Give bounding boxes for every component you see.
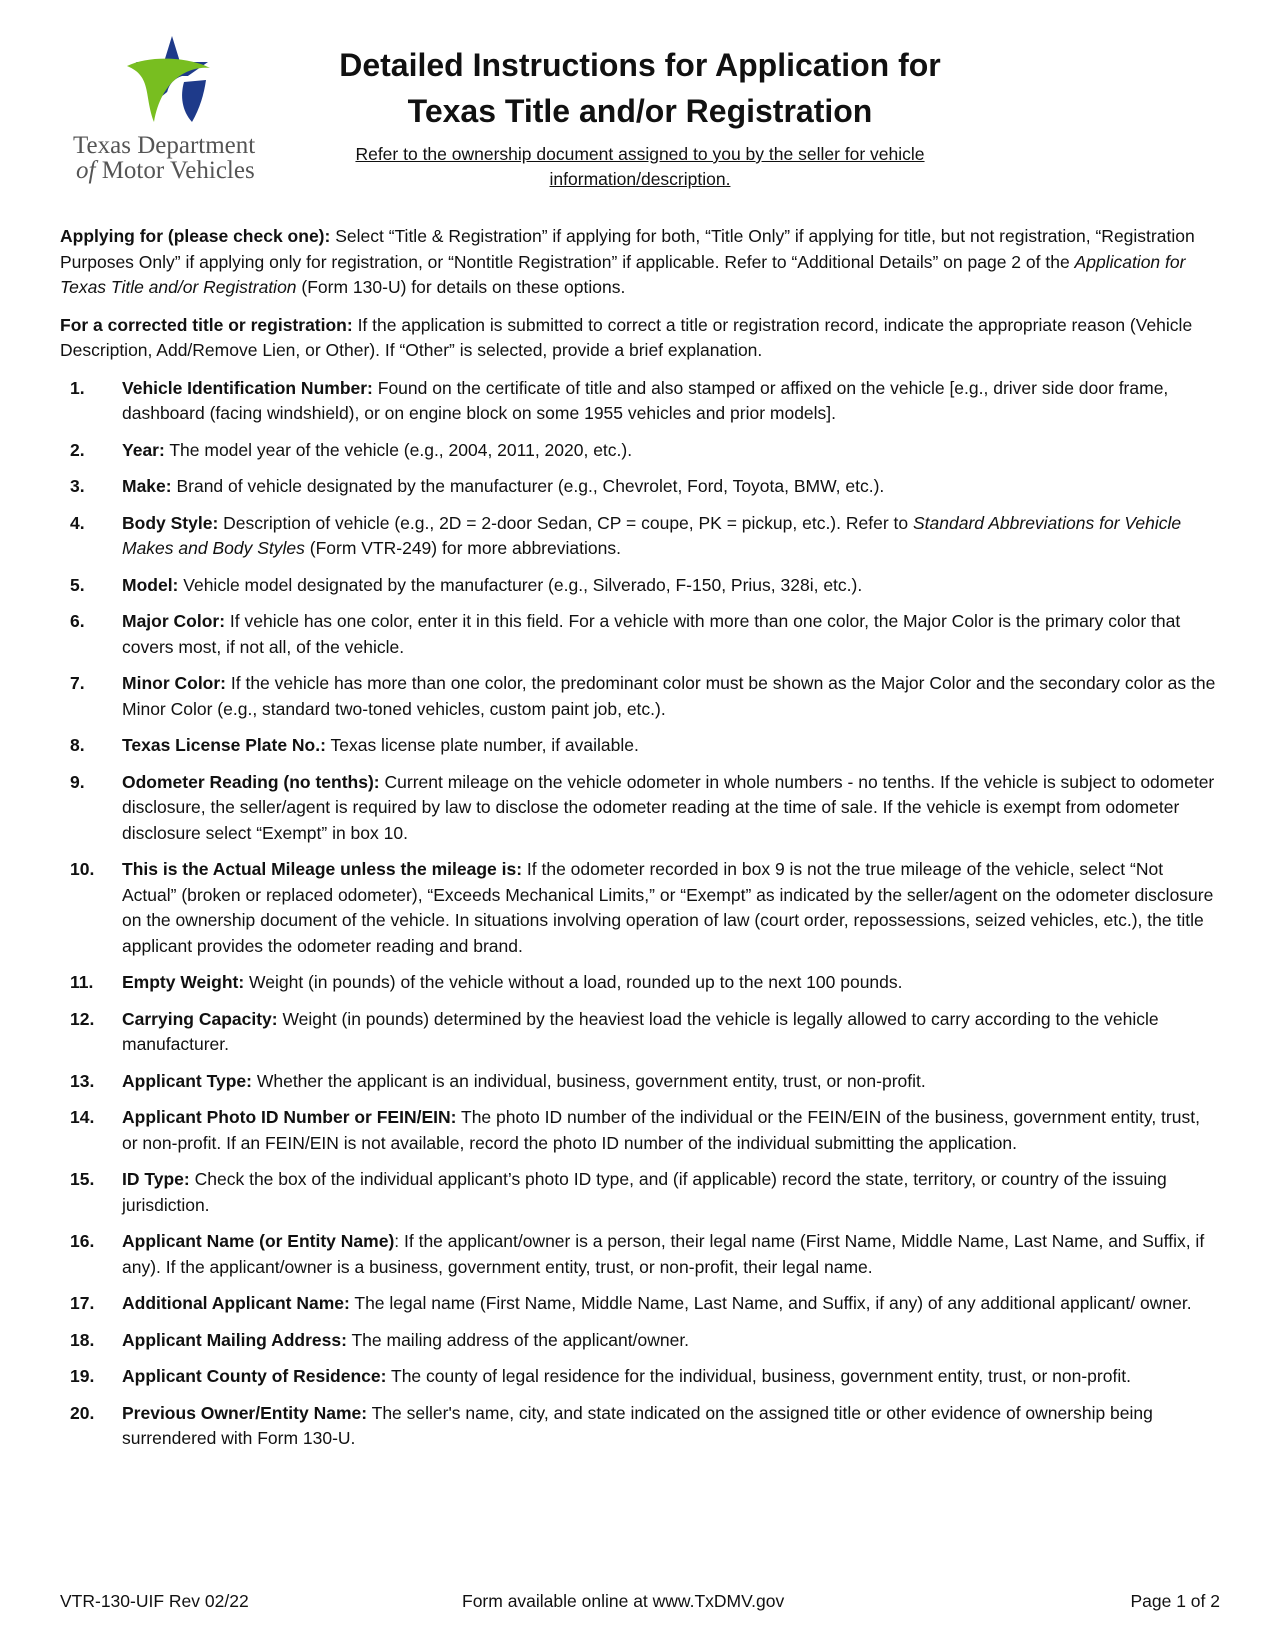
item-body: [122, 1401, 1220, 1452]
corrected-title-label: For a corrected title or registration:: [60, 314, 353, 335]
item-body: [122, 474, 1220, 500]
item-italic-ref: Standard Abbreviations for Vehicle Makes and Body Styles: [122, 512, 1182, 558]
item-text: The model year of the vehicle (e.g., 2004, 2011, 2020, etc.).: [164, 439, 633, 460]
item-body: [122, 857, 1220, 959]
item-body: [122, 438, 1220, 464]
item-body: [122, 770, 1220, 847]
item-number: 11.: [70, 972, 94, 992]
item-body: [122, 1167, 1220, 1218]
item-label: This is the Actual Mileage unless the mileage is:: [122, 859, 523, 879]
item-number: 13.: [70, 1070, 95, 1091]
list-item: [60, 671, 1220, 722]
item-number: 19.: [70, 1366, 95, 1386]
item-number: 16.: [70, 1231, 95, 1251]
list-item: [60, 1401, 1220, 1452]
item-label: Applicant Mailing Address:: [122, 1329, 347, 1350]
item-number: 20.: [70, 1402, 95, 1423]
applying-for-label: Applying for (please check one):: [60, 226, 331, 246]
list-item: [60, 573, 1220, 599]
item-text: Found on the certificate of title and also stamped or affixed on the vehicle [e.g., driver side door frame, dashboard (facing windshield), or on engine block on some 1955 vehicles and prior models].: [122, 377, 1169, 423]
list-item: [60, 376, 1220, 427]
page-title-line1: Detailed Instructions for Application for: [339, 47, 941, 83]
item-body: [122, 1291, 1220, 1317]
item-text-after: (Form VTR-249) for more abbreviations.: [304, 538, 621, 558]
txdmv-star-icon: [122, 36, 222, 131]
list-item: [60, 1229, 1220, 1280]
item-label: Empty Weight:: [122, 972, 245, 992]
list-item: [60, 1069, 1220, 1095]
list-item: [60, 474, 1220, 500]
item-label: Applicant Photo ID Number or FEIN/EIN:: [122, 1107, 457, 1127]
txdmv-logo: [70, 36, 280, 186]
item-body: [122, 970, 1220, 996]
item-text: Vehicle model designated by the manufacturer (e.g., Silverado, F-150, Prius, 328i, etc.).: [178, 574, 863, 595]
list-item: [60, 1328, 1220, 1354]
list-item: [60, 970, 1220, 996]
item-label: Odometer Reading (no tenths):: [122, 771, 380, 792]
item-body: [122, 1229, 1220, 1280]
item-text: If the odometer recorded in box 9 is not the true mileage of the vehicle, select “Not Actual” (broken or replaced odometer), “Exceeds Mechanical Limits,” or “Exempt” as indicated by the seller/agent on the odometer disclosure on the ownership document of the vehicle. In situations involving operation of law (court order, repossessions, seized vehicles, etc.), the title applicant provides the odometer reading and brand.: [122, 859, 1214, 956]
item-number: 4.: [70, 512, 85, 533]
item-text: The county of legal residence for the individual, business, government entity, trust, or non-profit.: [386, 1366, 1131, 1386]
item-text: If vehicle has one color, enter it in this field. For a vehicle with more than one color, the Major Color is the primary color that covers most, if not all, of the vehicle.: [122, 611, 1181, 657]
list-item: [60, 1007, 1220, 1058]
item-number: 5.: [70, 574, 85, 595]
item-body: [122, 1328, 1220, 1354]
item-text: Brand of vehicle designated by the manufacturer (e.g., Chevrolet, Ford, Toyota, BMW, etc.).: [171, 476, 885, 496]
item-number: 12.: [70, 1008, 95, 1029]
item-text: Texas license plate number, if available.: [325, 735, 639, 755]
website-note: Form available online at www.TxDMV.gov: [462, 1591, 785, 1611]
applying-for-form-name: Application for Texas Title and/or Registration: [60, 251, 1186, 297]
list-item: [60, 511, 1220, 562]
applying-for-text-a: Select “Title & Registration” if applying for both, “Title Only” if applying for title, but not registration, “Registration Purposes Only” if applying only for registration, or “Nontitle Registration” if applicable. Refer to “Additional Details” on page 2 of the: [60, 226, 1195, 272]
subtitle-line2: information/description.: [549, 169, 731, 189]
item-text: Description of vehicle (e.g., 2D = 2-door Sedan, CP = coupe, PK = pickup, etc.). Refer to: [218, 512, 913, 533]
list-item: [60, 1364, 1220, 1390]
item-label: Previous Owner/Entity Name:: [122, 1402, 368, 1423]
item-label: Model:: [122, 574, 179, 595]
applying-for-paragraph: [60, 224, 1220, 301]
item-text: Whether the applicant is an individual, business, government entity, trust, or non-profit.: [251, 1070, 926, 1091]
item-number: 18.: [70, 1329, 95, 1350]
subtitle-line1: Refer to the ownership document assigned to you by the seller for vehicle: [355, 144, 925, 164]
list-item: [60, 609, 1220, 660]
item-number: 8.: [70, 735, 85, 755]
item-label: Applicant County of Residence:: [122, 1366, 387, 1386]
page-number: Page 1 of 2: [1130, 1591, 1220, 1611]
item-body: [122, 609, 1220, 660]
item-number: 15.: [70, 1169, 95, 1189]
list-item: [60, 857, 1220, 959]
item-body: [122, 671, 1220, 722]
item-number: 3.: [70, 476, 85, 496]
item-label: Carrying Capacity:: [122, 1008, 278, 1029]
item-label: Year:: [122, 439, 165, 460]
list-item: [60, 1105, 1220, 1156]
item-body: [122, 376, 1220, 427]
item-label: Major Color:: [122, 611, 226, 631]
list-item: [60, 438, 1220, 464]
form-id: VTR-130-UIF Rev 02/22: [60, 1591, 249, 1611]
item-label: Applicant Type:: [122, 1070, 252, 1091]
instructions-body: [60, 224, 1220, 1463]
logo-text-rest: Motor Vehicles: [95, 157, 255, 184]
item-body: [122, 1069, 1220, 1095]
item-number: 2.: [70, 439, 85, 460]
item-number: 10.: [70, 859, 95, 879]
item-text: Check the box of the individual applicant’s photo ID type, and (if applicable) record the state, territory, or country of the issuing jurisdiction.: [122, 1169, 1167, 1215]
item-text: Weight (in pounds) of the vehicle without a load, rounded up to the next 100 pounds.: [244, 972, 903, 992]
corrected-title-paragraph: [60, 313, 1220, 364]
item-body: [122, 1105, 1220, 1156]
item-label: Minor Color:: [122, 673, 227, 693]
item-label: ID Type:: [122, 1169, 190, 1189]
item-text: The photo ID number of the individual or the FEIN/EIN of the business, government entity, trust, or non-profit. If an FEIN/EIN is not available, record the photo ID number of the individual submitting the application.: [122, 1107, 1200, 1153]
item-number: 14.: [70, 1107, 95, 1127]
item-text: If the vehicle has more than one color, the predominant color must be shown as the Major Color and the secondary color as the Minor Color (e.g., standard two-toned vehicles, custom paint job, etc.).: [122, 673, 1216, 719]
item-body: [122, 1364, 1220, 1390]
item-text: : If the applicant/owner is a person, their legal name (First Name, Middle Name, Last Name, and Suffix, if any). If the applicant/owner is a business, government entity, trust, or non-profit, their legal name.: [122, 1231, 1205, 1277]
logo-text-of: of: [76, 157, 96, 184]
corrected-title-text: If the application is submitted to correct a title or registration record, indicate the appropriate reason (Vehicle Description, Add/Remove Lien, or Other). If “Other” is selected, provide a brief explanation.: [60, 314, 1193, 360]
item-text: The seller's name, city, and state indicated on the assigned title or other evidence of ownership being surrendered with Form 130-U.: [122, 1402, 1153, 1448]
list-item: [60, 1291, 1220, 1317]
applying-for-text-b: (Form 130-U) for details on these options.: [296, 277, 626, 297]
item-number: 9.: [70, 771, 85, 792]
item-label: Vehicle Identification Number:: [122, 377, 373, 398]
list-item: [60, 733, 1220, 759]
item-label: Texas License Plate No.:: [122, 735, 326, 755]
item-body: [122, 733, 1220, 759]
instruction-list: [60, 376, 1220, 1452]
item-label: Applicant Name (or Entity Name): [122, 1231, 395, 1251]
item-label: Make:: [122, 476, 172, 496]
item-number: 17.: [70, 1293, 95, 1313]
list-item: [60, 1167, 1220, 1218]
logo-text-line1: Texas Department: [73, 132, 256, 159]
item-text: Current mileage on the vehicle odometer in whole numbers - no tenths. If the vehicle is subject to odometer disclosure, the seller/agent is required by law to disclose the odometer reading at the time of sale. If the vehicle is exempt from odometer disclosure select “Exempt” in box 10.: [122, 771, 1215, 843]
item-body: [122, 573, 1220, 599]
item-text: The mailing address of the applicant/owner.: [346, 1329, 690, 1350]
subtitle: [300, 142, 980, 192]
item-body: [122, 511, 1220, 562]
item-text: Weight (in pounds) determined by the heaviest load the vehicle is legally allowed to carry according to the vehicle manufacturer.: [122, 1008, 1159, 1054]
item-body: [122, 1007, 1220, 1058]
item-label: Additional Applicant Name:: [122, 1293, 350, 1313]
page-title-line2: Texas Title and/or Registration: [407, 93, 873, 129]
item-number: 6.: [70, 611, 85, 631]
item-number: 1.: [70, 377, 85, 398]
header: [300, 42, 980, 192]
logo-text-line2: [76, 157, 255, 185]
list-item: [60, 770, 1220, 847]
item-number: 7.: [70, 673, 85, 693]
item-text: The legal name (First Name, Middle Name, Last Name, and Suffix, if any) of any additional applicant/ owner.: [349, 1293, 1192, 1313]
item-label: Body Style:: [122, 512, 219, 533]
